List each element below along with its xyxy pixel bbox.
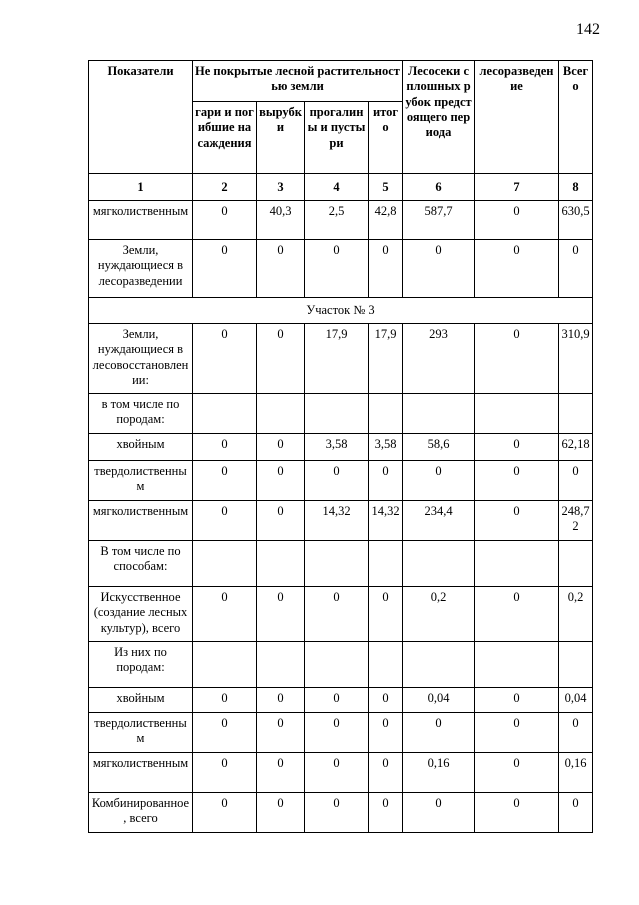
table-cell: 0 (403, 713, 475, 753)
table-cell (193, 642, 257, 688)
row-label: хвойным (89, 688, 193, 713)
table-row (89, 240, 593, 298)
table-row (89, 587, 593, 642)
table-cell: 0 (305, 793, 369, 833)
table-cell: 630,5 (559, 201, 593, 240)
table-cell (257, 541, 305, 587)
row-label: хвойным (89, 434, 193, 461)
table-cell: 0 (305, 753, 369, 793)
table-cell: 0 (193, 434, 257, 461)
table-cell: 293 (403, 324, 475, 394)
table-cell (369, 394, 403, 434)
table-cell: 0 (193, 324, 257, 394)
row-label: мягколиственным (89, 201, 193, 240)
row-label: Земли, нуждающиеся в лесовосстановлении: (89, 324, 193, 394)
table-row (89, 461, 593, 501)
header-all: Всего (559, 61, 593, 174)
table-cell: 0 (369, 688, 403, 713)
table-cell: 0 (257, 587, 305, 642)
table-cell: 310,9 (559, 324, 593, 394)
header-cuttings: вырубки (257, 102, 305, 174)
table-cell: 0 (475, 461, 559, 501)
table-cell: 0,04 (403, 688, 475, 713)
table-cell (369, 642, 403, 688)
table-cell: 0 (305, 688, 369, 713)
table-cell: 0 (475, 324, 559, 394)
table-cell (369, 541, 403, 587)
table-cell: 0 (369, 793, 403, 833)
table-cell: 0 (257, 501, 305, 541)
header-indicators: Показатели (89, 61, 193, 174)
table-cell (475, 541, 559, 587)
table-cell (559, 642, 593, 688)
table-cell (193, 394, 257, 434)
row-label: Комбинированное, всего (89, 793, 193, 833)
table-cell: 0 (369, 587, 403, 642)
header-glades: прогалины и пустыри (305, 102, 369, 174)
column-number: 2 (193, 174, 257, 201)
table-row (89, 688, 593, 713)
table-cell (559, 394, 593, 434)
table-cell: 234,4 (403, 501, 475, 541)
column-number: 1 (89, 174, 193, 201)
column-number: 4 (305, 174, 369, 201)
table-row (89, 713, 593, 753)
table-cell: 0 (369, 753, 403, 793)
table-row (89, 434, 593, 461)
row-label: Искусственное (создание лесных культур), всего (89, 587, 193, 642)
table-cell: 0 (475, 713, 559, 753)
section-title: Участок № 3 (89, 298, 593, 324)
table-cell: 0 (257, 240, 305, 298)
table-cell: 0 (257, 461, 305, 501)
column-number: 5 (369, 174, 403, 201)
column-number: 7 (475, 174, 559, 201)
table-cell: 0 (257, 753, 305, 793)
table-cell: 17,9 (369, 324, 403, 394)
table-cell: 0 (305, 240, 369, 298)
table-cell: 0 (369, 713, 403, 753)
table-cell: 0 (559, 461, 593, 501)
table-cell: 0 (257, 688, 305, 713)
table-cell: 0 (369, 240, 403, 298)
table-cell (257, 642, 305, 688)
table-row (89, 201, 593, 240)
table-cell: 3,58 (305, 434, 369, 461)
table-cell: 0 (257, 793, 305, 833)
table-cell: 3,58 (369, 434, 403, 461)
row-label: твердолиственным (89, 713, 193, 753)
table-cell: 40,3 (257, 201, 305, 240)
table-cell: 0 (193, 240, 257, 298)
table-cell: 0 (193, 793, 257, 833)
table-cell (193, 541, 257, 587)
row-label: мягколиственным (89, 501, 193, 541)
table-cell: 0 (257, 324, 305, 394)
data-table (88, 60, 593, 833)
table-cell: 248,72 (559, 501, 593, 541)
table-row (89, 793, 593, 833)
table-cell: 0,2 (559, 587, 593, 642)
table-cell: 0,2 (403, 587, 475, 642)
table-cell: 14,32 (305, 501, 369, 541)
column-number: 6 (403, 174, 475, 201)
row-label: Из них по породам: (89, 642, 193, 688)
table-cell: 0 (369, 461, 403, 501)
table-cell: 0 (475, 201, 559, 240)
table-cell: 0 (475, 688, 559, 713)
table-cell: 0 (257, 434, 305, 461)
page-number: 142 (576, 21, 600, 38)
table-cell: 0 (305, 713, 369, 753)
header-burned: гари и погибшие насаждения (193, 102, 257, 174)
table-cell (403, 541, 475, 587)
table-cell (403, 642, 475, 688)
table-cell: 0 (475, 240, 559, 298)
row-label: мягколиственным (89, 753, 193, 793)
table-row (89, 642, 593, 688)
table-cell: 587,7 (403, 201, 475, 240)
table-cell (305, 642, 369, 688)
table-row (89, 501, 593, 541)
table-cell (305, 541, 369, 587)
section-row (89, 298, 593, 324)
table-cell: 0 (475, 501, 559, 541)
row-label: твердолиственным (89, 461, 193, 501)
header-row-1 (89, 61, 593, 102)
table-row (89, 541, 593, 587)
table-cell: 0 (559, 713, 593, 753)
table-cell (559, 541, 593, 587)
table-cell: 0 (193, 713, 257, 753)
table-cell: 0 (559, 793, 593, 833)
table-cell: 2,5 (305, 201, 369, 240)
table-cell: 0 (403, 240, 475, 298)
table-cell: 0 (403, 793, 475, 833)
column-number: 3 (257, 174, 305, 201)
table-cell (257, 394, 305, 434)
row-label: в том числе по породам: (89, 394, 193, 434)
table-cell: 0 (559, 240, 593, 298)
row-label: Земли, нуждающиеся в лесоразведении (89, 240, 193, 298)
column-number-row (89, 174, 593, 201)
table-cell: 0 (475, 434, 559, 461)
table-cell (475, 394, 559, 434)
table-cell: 0 (193, 753, 257, 793)
table-cell (403, 394, 475, 434)
table-cell: 0 (193, 201, 257, 240)
table-cell: 0 (193, 688, 257, 713)
table-cell (475, 642, 559, 688)
table-cell: 0 (305, 587, 369, 642)
table-cell: 14,32 (369, 501, 403, 541)
table-cell: 0 (475, 793, 559, 833)
table-cell: 0 (475, 587, 559, 642)
header-reforestation: лесоразведение (475, 61, 559, 174)
table-cell: 0 (403, 461, 475, 501)
table-cell: 62,18 (559, 434, 593, 461)
table-cell: 42,8 (369, 201, 403, 240)
table-cell: 0,16 (559, 753, 593, 793)
table-cell: 0 (305, 461, 369, 501)
table-row (89, 394, 593, 434)
table-cell: 0 (193, 461, 257, 501)
table-cell: 0 (193, 501, 257, 541)
header-not-covered: Не покрытые лесной растительностью земли (193, 61, 403, 102)
table-row (89, 324, 593, 394)
table-cell: 0 (257, 713, 305, 753)
table-row (89, 753, 593, 793)
table-cell (305, 394, 369, 434)
column-number: 8 (559, 174, 593, 201)
row-label: В том числе по способам: (89, 541, 193, 587)
table-cell: 17,9 (305, 324, 369, 394)
header-clear-cut: Лесосеки сплошных рубок предстоящего периода (403, 61, 475, 174)
table-cell: 0,04 (559, 688, 593, 713)
header-total: итого (369, 102, 403, 174)
table-cell: 0 (475, 753, 559, 793)
table-cell: 0,16 (403, 753, 475, 793)
table-cell: 0 (193, 587, 257, 642)
table-cell: 58,6 (403, 434, 475, 461)
